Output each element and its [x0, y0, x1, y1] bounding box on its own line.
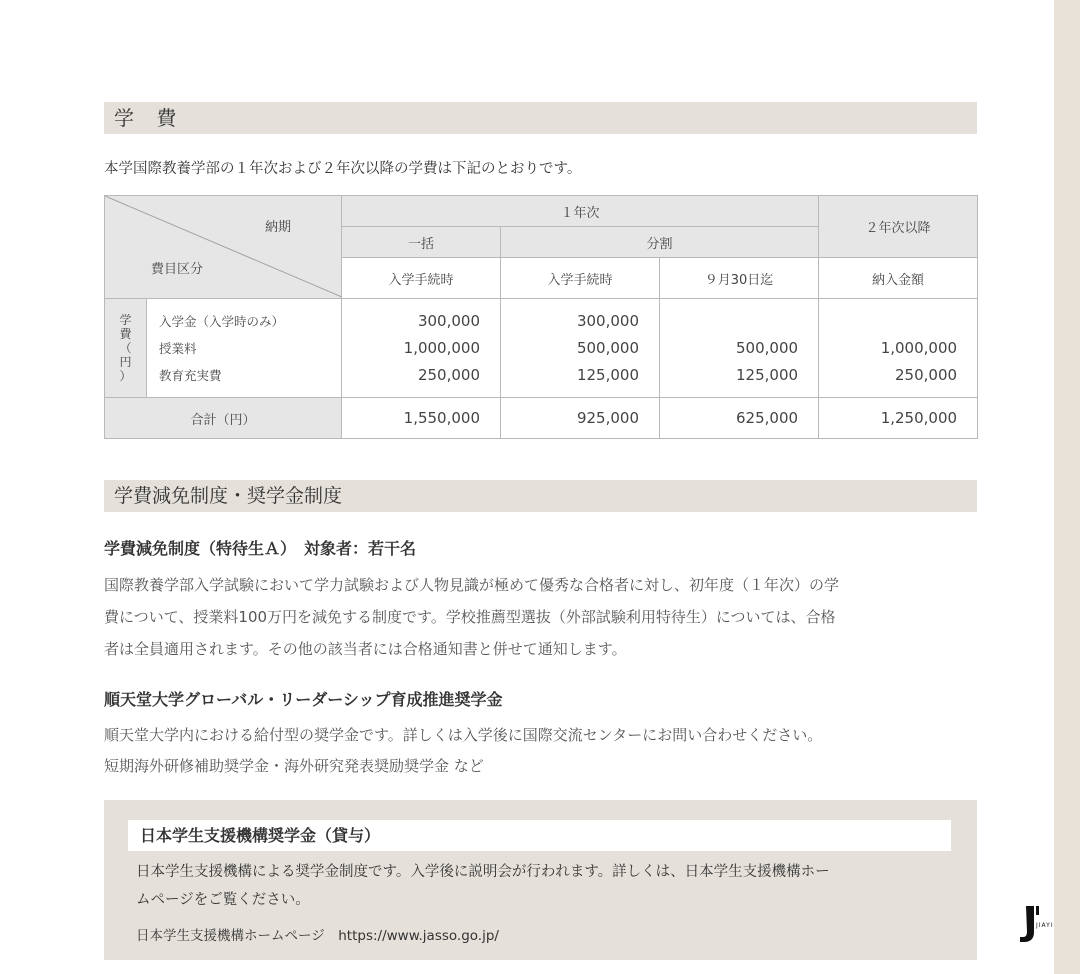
- header-installment: 分割: [501, 227, 819, 258]
- tokutai-text: 国際教養学部入学試験において学力試験および人物見識が極めて優秀な合格者に対し、初年度（１年次）の学 費について、授業料100万円を減免する制度です。学校推薦型選抜（外部試験利用特待生）については、合格 者は全員適用されます。その他の該当者には合格通知書と併せて通知します。: [104, 576, 840, 658]
- total-sep30: 625,000: [660, 398, 819, 439]
- year2-values: 1,000,000 250,000: [819, 299, 978, 398]
- header-enroll-inst: 入学手続時: [501, 258, 660, 299]
- tuition-table: [104, 195, 978, 439]
- header-enroll-lump: 入学手続時: [342, 258, 501, 299]
- total-label: 合計（円）: [105, 398, 342, 439]
- header-year1: １年次: [342, 196, 819, 227]
- tuition-intro: 本学国際教養学部の１年次および２年次以降の学費は下記のとおりです。: [104, 161, 582, 177]
- global-text: 順天堂大学内における給付型の奨学金です。詳しくは入学後に国際交流センターにお問い合わせください。 短期海外研修補助奨学金・海外研究発表奨励奨学金 など: [104, 726, 823, 775]
- total-year2: 1,250,000: [819, 398, 978, 439]
- row-group-label: 学 費 （ 円 ）: [105, 299, 147, 398]
- jasso-text: 日本学生支援機構による奨学金制度です。入学後に説明会が行われます。詳しくは、日本学生支援機構ホー ムページをご覧ください。: [136, 864, 830, 908]
- jasso-box: [104, 800, 977, 960]
- sep30-values: 500,000 125,000: [660, 299, 819, 398]
- fee-items: 入学金（入学時のみ） 授業料 教育充実費: [147, 299, 342, 398]
- header-year2: ２年次以降: [819, 196, 978, 258]
- header-lump: 一括: [342, 227, 501, 258]
- logo-subtext: JIAYI: [1036, 922, 1054, 929]
- section-heading-tuition: 学 費: [104, 102, 977, 134]
- right-edge-strip: [1054, 0, 1080, 974]
- global-title: 順天堂大学グローバル・リーダーシップ育成推進奨学金: [104, 690, 503, 709]
- total-installment: 925,000: [501, 398, 660, 439]
- jasso-title: 日本学生支援機構奨学金（貸与）: [128, 820, 951, 851]
- installment-values: 300,000 500,000 125,000: [501, 299, 660, 398]
- header-payment: 納入金額: [819, 258, 978, 299]
- jasso-url-line: 日本学生支援機構ホームページ https://www.jasso.go.jp/: [136, 928, 499, 944]
- header-sep30: ９月30日迄: [660, 258, 819, 299]
- lump-values: 300,000 1,000,000 250,000: [342, 299, 501, 398]
- tokutai-title: 学費減免制度（特待生Ａ） 対象者：若干名: [104, 539, 417, 558]
- table-corner-cell: [105, 196, 342, 299]
- section-heading-scholarship: 学費減免制度・奨学金制度: [104, 480, 977, 512]
- corner-diagonal: [105, 196, 342, 297]
- total-lump: 1,550,000: [342, 398, 501, 439]
- corner-label-category: 費目区分: [151, 262, 204, 277]
- corner-label-period: 納期: [265, 220, 292, 235]
